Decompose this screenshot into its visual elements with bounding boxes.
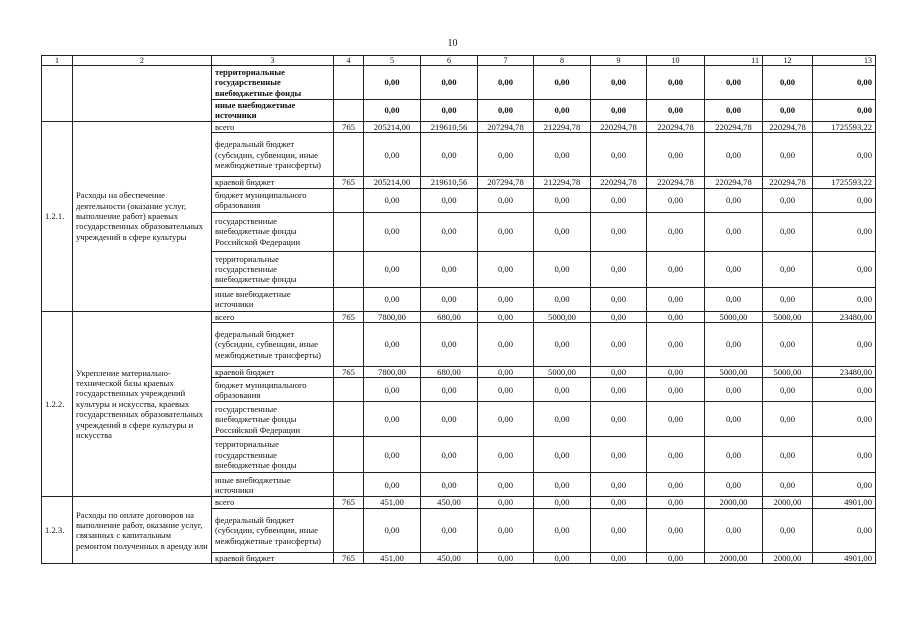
year-value: 0,00 [364,133,421,177]
year-value: 0,00 [647,188,705,212]
year-value: 0,00 [705,66,763,100]
header-row [42,56,876,66]
total-value: 0,00 [813,251,876,287]
year-value: 0,00 [364,287,421,311]
year-value: 0,00 [421,100,478,122]
year-value: 0,00 [478,100,534,122]
total-value: 0,00 [813,287,876,311]
column-number: 3 [212,56,334,66]
year-value: 0,00 [647,287,705,311]
year-value: 0,00 [647,251,705,287]
year-value: 0,00 [591,133,647,177]
table-row [42,497,876,508]
funding-source: бюджет муниципального образования [212,188,334,212]
year-value: 2000,00 [763,552,813,563]
year-value: 0,00 [478,552,534,563]
year-value: 0,00 [534,133,591,177]
budget-code [334,473,364,497]
total-value: 23480,00 [813,367,876,378]
budget-code [334,133,364,177]
year-value: 0,00 [478,497,534,508]
year-value: 0,00 [763,287,813,311]
total-value: 4901,00 [813,497,876,508]
total-value: 0,00 [813,402,876,437]
year-value: 220294,78 [763,177,813,188]
year-value: 0,00 [534,378,591,402]
year-value: 450,00 [421,552,478,563]
total-value: 0,00 [813,508,876,552]
year-value: 0,00 [647,378,705,402]
funding-source: иные внебюджетные источники [212,287,334,311]
year-value: 220294,78 [591,121,647,132]
total-value: 0,00 [813,473,876,497]
year-value: 0,00 [763,100,813,122]
year-value: 450,00 [421,497,478,508]
year-value: 0,00 [421,133,478,177]
year-value: 0,00 [364,323,421,367]
year-value: 0,00 [763,133,813,177]
year-value: 0,00 [534,287,591,311]
total-value: 0,00 [813,212,876,251]
year-value: 0,00 [705,473,763,497]
column-number: 5 [364,56,421,66]
funding-source: территориальные государственные внебюджетные фонды [212,251,334,287]
year-value: 0,00 [421,251,478,287]
funding-source: государственные внебюджетные фонды Российской Федерации [212,402,334,437]
year-value: 680,00 [421,311,478,322]
item-number: 1.2.2. [42,311,73,497]
item-number: 1.2.3. [42,497,73,564]
budget-code [334,508,364,552]
year-value: 0,00 [705,402,763,437]
year-value: 0,00 [705,100,763,122]
total-value: 0,00 [813,323,876,367]
column-number: 10 [647,56,705,66]
year-value: 0,00 [705,188,763,212]
year-value: 0,00 [534,437,591,473]
year-value: 220294,78 [763,121,813,132]
budget-code: 765 [334,552,364,563]
year-value: 7800,00 [364,367,421,378]
year-value: 0,00 [534,402,591,437]
year-value: 5000,00 [763,367,813,378]
year-value: 5000,00 [705,367,763,378]
year-value: 0,00 [647,311,705,322]
year-value: 0,00 [421,323,478,367]
year-value: 219610,56 [421,121,478,132]
year-value: 0,00 [591,323,647,367]
item-number: 1.2.1. [42,121,73,311]
year-value: 0,00 [364,437,421,473]
year-value: 212294,78 [534,121,591,132]
year-value: 0,00 [421,287,478,311]
year-value: 0,00 [591,251,647,287]
year-value: 0,00 [705,437,763,473]
funding-source: государственные внебюджетные фонды Российской Федерации [212,212,334,251]
year-value: 0,00 [591,287,647,311]
year-value: 0,00 [763,437,813,473]
funding-source: территориальные государственные внебюджетные фонды [212,66,334,100]
year-value: 0,00 [478,311,534,322]
budget-table [41,55,876,564]
budget-code [334,100,364,122]
total-value: 23480,00 [813,311,876,322]
year-value: 212294,78 [534,177,591,188]
page-number: 10 [447,38,458,49]
funding-source: федеральный бюджет (субсидии, субвенции, иные межбюджетные трансферты) [212,508,334,552]
funding-source: всего [212,121,334,132]
year-value: 0,00 [705,133,763,177]
table-row [42,121,876,132]
year-value: 5000,00 [763,311,813,322]
table-row [42,66,876,100]
year-value: 0,00 [364,251,421,287]
year-value: 205214,00 [364,177,421,188]
empty-cell [73,66,212,122]
year-value: 220294,78 [647,177,705,188]
year-value: 0,00 [647,100,705,122]
funding-source: краевой бюджет [212,367,334,378]
budget-code: 765 [334,121,364,132]
year-value: 0,00 [591,437,647,473]
year-value: 0,00 [647,402,705,437]
budget-code [334,402,364,437]
year-value: 0,00 [478,437,534,473]
year-value: 5000,00 [534,367,591,378]
year-value: 0,00 [647,552,705,563]
year-value: 0,00 [421,473,478,497]
year-value: 0,00 [647,212,705,251]
column-number: 7 [478,56,534,66]
year-value: 0,00 [478,402,534,437]
year-value: 0,00 [421,378,478,402]
year-value: 680,00 [421,367,478,378]
funding-source: бюджет муниципального образования [212,378,334,402]
year-value: 0,00 [591,497,647,508]
year-value: 0,00 [763,402,813,437]
total-value: 4901,00 [813,552,876,563]
year-value: 0,00 [763,66,813,100]
year-value: 207294,78 [478,177,534,188]
year-value: 0,00 [364,508,421,552]
budget-code [334,437,364,473]
year-value: 5000,00 [534,311,591,322]
year-value: 0,00 [591,188,647,212]
year-value: 0,00 [647,473,705,497]
year-value: 451,00 [364,552,421,563]
year-value: 0,00 [591,508,647,552]
budget-code [334,212,364,251]
year-value: 0,00 [421,212,478,251]
total-value: 1725593,22 [813,121,876,132]
budget-code [334,323,364,367]
year-value: 0,00 [705,378,763,402]
year-value: 0,00 [591,378,647,402]
year-value: 0,00 [591,311,647,322]
year-value: 0,00 [591,552,647,563]
year-value: 0,00 [647,367,705,378]
column-number: 2 [73,56,212,66]
column-number: 9 [591,56,647,66]
total-value: 0,00 [813,188,876,212]
year-value: 0,00 [591,367,647,378]
budget-code [334,188,364,212]
column-number: 13 [813,56,876,66]
year-value: 2000,00 [705,552,763,563]
year-value: 0,00 [534,212,591,251]
year-value: 0,00 [591,100,647,122]
year-value: 0,00 [647,497,705,508]
column-number: 1 [42,56,73,66]
year-value: 0,00 [421,437,478,473]
year-value: 0,00 [763,251,813,287]
total-value: 0,00 [813,133,876,177]
total-value: 0,00 [813,437,876,473]
year-value: 5000,00 [705,311,763,322]
year-value: 0,00 [763,473,813,497]
budget-code: 765 [334,177,364,188]
funding-source: краевой бюджет [212,177,334,188]
year-value: 220294,78 [705,177,763,188]
year-value: 0,00 [478,508,534,552]
year-value: 0,00 [364,378,421,402]
year-value: 0,00 [591,402,647,437]
item-name: Расходы по оплате договоров на выполнение работ, оказание услуг, связанных с капитальным ремонтом полученных в аренду или [73,497,212,564]
year-value: 0,00 [364,212,421,251]
funding-source: иные внебюджетные источники [212,473,334,497]
year-value: 0,00 [534,100,591,122]
year-value: 0,00 [647,133,705,177]
year-value: 0,00 [534,251,591,287]
year-value: 220294,78 [647,121,705,132]
year-value: 220294,78 [705,121,763,132]
year-value: 0,00 [364,66,421,100]
year-value: 0,00 [534,552,591,563]
year-value: 451,00 [364,497,421,508]
year-value: 219610,56 [421,177,478,188]
year-value: 0,00 [647,437,705,473]
funding-source: территориальные государственные внебюджетные фонды [212,437,334,473]
item-name: Расходы на обеспечение деятельности (оказание услуг, выполнение работ) краевых государственных образовательных учреждений в сфере культуры [73,121,212,311]
column-number: 6 [421,56,478,66]
budget-code [334,378,364,402]
budget-code: 765 [334,497,364,508]
year-value: 0,00 [763,508,813,552]
year-value: 0,00 [421,402,478,437]
year-value: 0,00 [534,497,591,508]
column-number: 8 [534,56,591,66]
year-value: 0,00 [478,323,534,367]
year-value: 0,00 [705,323,763,367]
total-value: 1725593,22 [813,177,876,188]
year-value: 2000,00 [763,497,813,508]
year-value: 0,00 [705,251,763,287]
year-value: 0,00 [705,287,763,311]
column-number: 4 [334,56,364,66]
year-value: 0,00 [534,508,591,552]
year-value: 0,00 [364,100,421,122]
total-value: 0,00 [813,100,876,122]
year-value: 0,00 [478,287,534,311]
year-value: 0,00 [591,66,647,100]
year-value: 0,00 [647,323,705,367]
year-value: 0,00 [478,473,534,497]
year-value: 0,00 [647,66,705,100]
year-value: 0,00 [478,188,534,212]
funding-source: всего [212,311,334,322]
empty-cell [42,66,73,122]
column-number: 12 [763,56,813,66]
year-value: 0,00 [478,212,534,251]
funding-source: федеральный бюджет (субсидии, субвенции, иные межбюджетные трансферты) [212,133,334,177]
table-row [42,311,876,322]
year-value: 0,00 [478,133,534,177]
total-value: 0,00 [813,66,876,100]
year-value: 0,00 [705,212,763,251]
year-value: 0,00 [534,66,591,100]
funding-source: краевой бюджет [212,552,334,563]
year-value: 0,00 [478,66,534,100]
total-value: 0,00 [813,378,876,402]
year-value: 0,00 [591,473,647,497]
year-value: 0,00 [591,212,647,251]
item-name: Укрепление материально-технической базы краевых государственных учреждений культуры и искусства, краевых государственных образовательных учреждений в сфере культуры и искусства [73,311,212,497]
year-value: 7800,00 [364,311,421,322]
year-value: 0,00 [478,378,534,402]
year-value: 0,00 [364,188,421,212]
column-number: 11 [705,56,763,66]
year-value: 0,00 [647,508,705,552]
year-value: 0,00 [534,188,591,212]
year-value: 0,00 [478,251,534,287]
funding-source: иные внебюджетные источники [212,100,334,122]
budget-code [334,287,364,311]
year-value: 0,00 [534,473,591,497]
year-value: 0,00 [364,402,421,437]
year-value: 0,00 [421,508,478,552]
year-value: 0,00 [421,66,478,100]
year-value: 205214,00 [364,121,421,132]
year-value: 0,00 [763,212,813,251]
funding-source: всего [212,497,334,508]
budget-code: 765 [334,367,364,378]
funding-source: федеральный бюджет (субсидии, субвенции, иные межбюджетные трансферты) [212,323,334,367]
year-value: 0,00 [478,367,534,378]
year-value: 207294,78 [478,121,534,132]
budget-code [334,66,364,100]
budget-code: 765 [334,311,364,322]
year-value: 220294,78 [591,177,647,188]
year-value: 0,00 [534,323,591,367]
year-value: 0,00 [705,508,763,552]
budget-code [334,251,364,287]
year-value: 0,00 [364,473,421,497]
year-value: 0,00 [421,188,478,212]
year-value: 0,00 [763,188,813,212]
year-value: 2000,00 [705,497,763,508]
year-value: 0,00 [763,378,813,402]
year-value: 0,00 [763,323,813,367]
